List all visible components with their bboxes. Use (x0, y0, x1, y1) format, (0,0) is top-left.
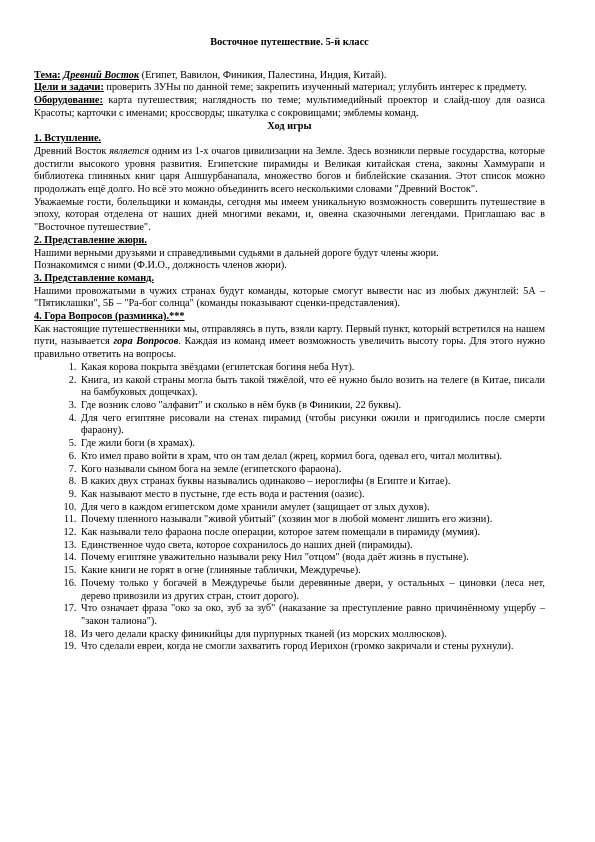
question-item: 10. Для чего в каждом египетском доме хранили амулет (защищает от злых духов). (79, 502, 545, 515)
question-item: 12. Как называли тело фараона после операции, которое затем помещали в пирамиду (мумия). (79, 527, 545, 540)
question-item: 19. Что сделали евреи, когда не смогли захватить город Иерихон (громко закричали и стены рухнули). (79, 641, 545, 654)
question-item: 16. Почему только у богачей в Междуречье были деревянные двери, у остальных – циновки (леса нет, дерево привозили из других стран, стоит дорого). (79, 578, 545, 603)
topic-name: Древний Восток (63, 69, 140, 81)
question-item: 13. Единственное чудо света, которое сохранилось до наших дней (пирамиды). (79, 540, 545, 553)
topic-line (34, 70, 545, 83)
s4-p1-emphasis: гора Вопросов (113, 336, 179, 348)
question-item: 17. Что означает фраза "око за око, зуб за зуб" (наказание за преступление равно причинённому ущербу – "закон талиона"). (79, 603, 545, 628)
question-item: 8. В каких двух странах буквы назывались одинаково – иероглифы (в Египте и Китае). (79, 476, 545, 489)
topic-rest: (Египет, Вавилон, Финикия, Палестина, Индия, Китай). (139, 69, 387, 81)
goals-text: проверить ЗУНы по данной теме; закрепить изученный материал; углубить интерес к предмету. (103, 82, 527, 94)
questions-list (34, 362, 545, 654)
topic-label: Тема: (34, 69, 61, 81)
s1-p1-start: Древний Восток (34, 145, 110, 157)
section-2-heading: 2. Представление жюри. (34, 234, 147, 246)
section-2-paragraph-1: Нашими верными друзьями и справедливыми судьями в дальней дороге будут члены жюри. (34, 247, 439, 259)
document-title: Восточное путешествие. 5-й класс (210, 37, 369, 48)
question-item: 6. Кто имел право войти в храм, что он там делал (жрец, кормил бога, одевал его, читал молитвы). (79, 451, 545, 464)
section-2-paragraph-2: Познакомимся с ними (Ф.И.О., должность членов жюри). (34, 260, 287, 272)
game-heading: Ход игры (267, 120, 312, 132)
question-item: 5. Где жили боги (в храмах). (79, 438, 545, 451)
goals-label: Цели и задачи: (34, 82, 104, 94)
question-item: 4. Для чего египтяне рисовали на стенах пирамид (чтобы рисунки ожили и пригодились после смерти фараону). (79, 413, 545, 438)
goals-line (34, 82, 545, 95)
question-item: 1. Какая корова покрыта звёздами (египетская богиня неба Нут). (79, 362, 545, 375)
section-1-paragraph-1 (34, 146, 545, 197)
s1-p1-emphasis: является (109, 145, 149, 157)
s1-p1-end: одним из 1-х очагов цивилизации на Земле. Здесь возникли первые государства, которые достигли высокого уровня развития. Египетские пирамиды и Великая китайская стена, законы Хаммурапи и библиотека глиняных книг царя Ашшурбанапала, множество богов и библейские сказания. Этот список можно продолжать ещё долго. Но всё это можно объединить всего несколькими словами "Древний Восток". (34, 145, 545, 196)
section-1-heading: 1. Вступление. (34, 133, 102, 145)
section-4-heading: 4. Гора Вопросов (разминка).*** (34, 311, 185, 323)
question-item: 14. Почему египтяне уважительно называли реку Нил "отцом" (вода даёт жизнь в пустыне). (79, 552, 545, 565)
equipment-line (34, 95, 545, 120)
question-item: 3. Где возник слово "алфавит" и сколько в нём букв (в Финикии, 22 буквы). (79, 400, 545, 413)
section-3-paragraph-1: Нашими провожатыми в чужих странах будут команды, которые смогут вывести нас из любых джунглей: 5А – "Пятиклашки", 5Б – "Ра-бог солнца" (команды показывают сценки-представления). (34, 285, 545, 310)
s4-p1-end: . Каждая из команд имеет возможность увеличить высоту горы. Для этого нужно правильно ответить на вопросы. (34, 336, 545, 361)
section-3-heading: 3. Представление команд. (34, 272, 154, 284)
section-1-paragraph-2: Уважаемые гости, болельщики и команды, сегодня мы имеем уникальную возможность совершить путешествие в эпоху, которая отделена от наших дней многими веками, и, овеяна сказочными легендами. Приглашаю вас в "Восточное путешествие". (34, 196, 545, 234)
equipment-text: карта путешествия; наглядность по теме; мультимедийный проектор и слайд-шоу для оазиса Красоты; карточки с именами; кроссворды; шкатулка с сокровищами; эмблемы команд. (34, 95, 545, 119)
question-item: 7. Кого называли сыном бога на земле (египетского фараона). (79, 464, 545, 477)
question-item: 2. Книга, из какой страны могла быть такой тяжёлой, что её нужно было возить на телеге (в Китае, писали на бамбуковых дощечках). (79, 375, 545, 400)
question-item: 11. Почему пленного называли "живой убитый" (хозяин мог в любой момент лишить его жизни). (79, 514, 545, 527)
section-4-paragraph-1 (34, 324, 545, 362)
s4-p1-start: Как настоящие путешественники мы, отправляясь в путь, взяли карту. Первый пункт, который встретился на нашем пути, называется (34, 323, 545, 348)
equipment-label: Оборудование: (34, 95, 103, 107)
question-item: 9. Как называют место в пустыне, где есть вода и растения (оазис). (79, 489, 545, 502)
question-item: 18. Из чего делали краску финикийцы для пурпурных тканей (из морских моллюсков). (79, 629, 545, 642)
question-item: 15. Какие книги не горят в огне (глиняные таблички, Междуречье). (79, 565, 545, 578)
